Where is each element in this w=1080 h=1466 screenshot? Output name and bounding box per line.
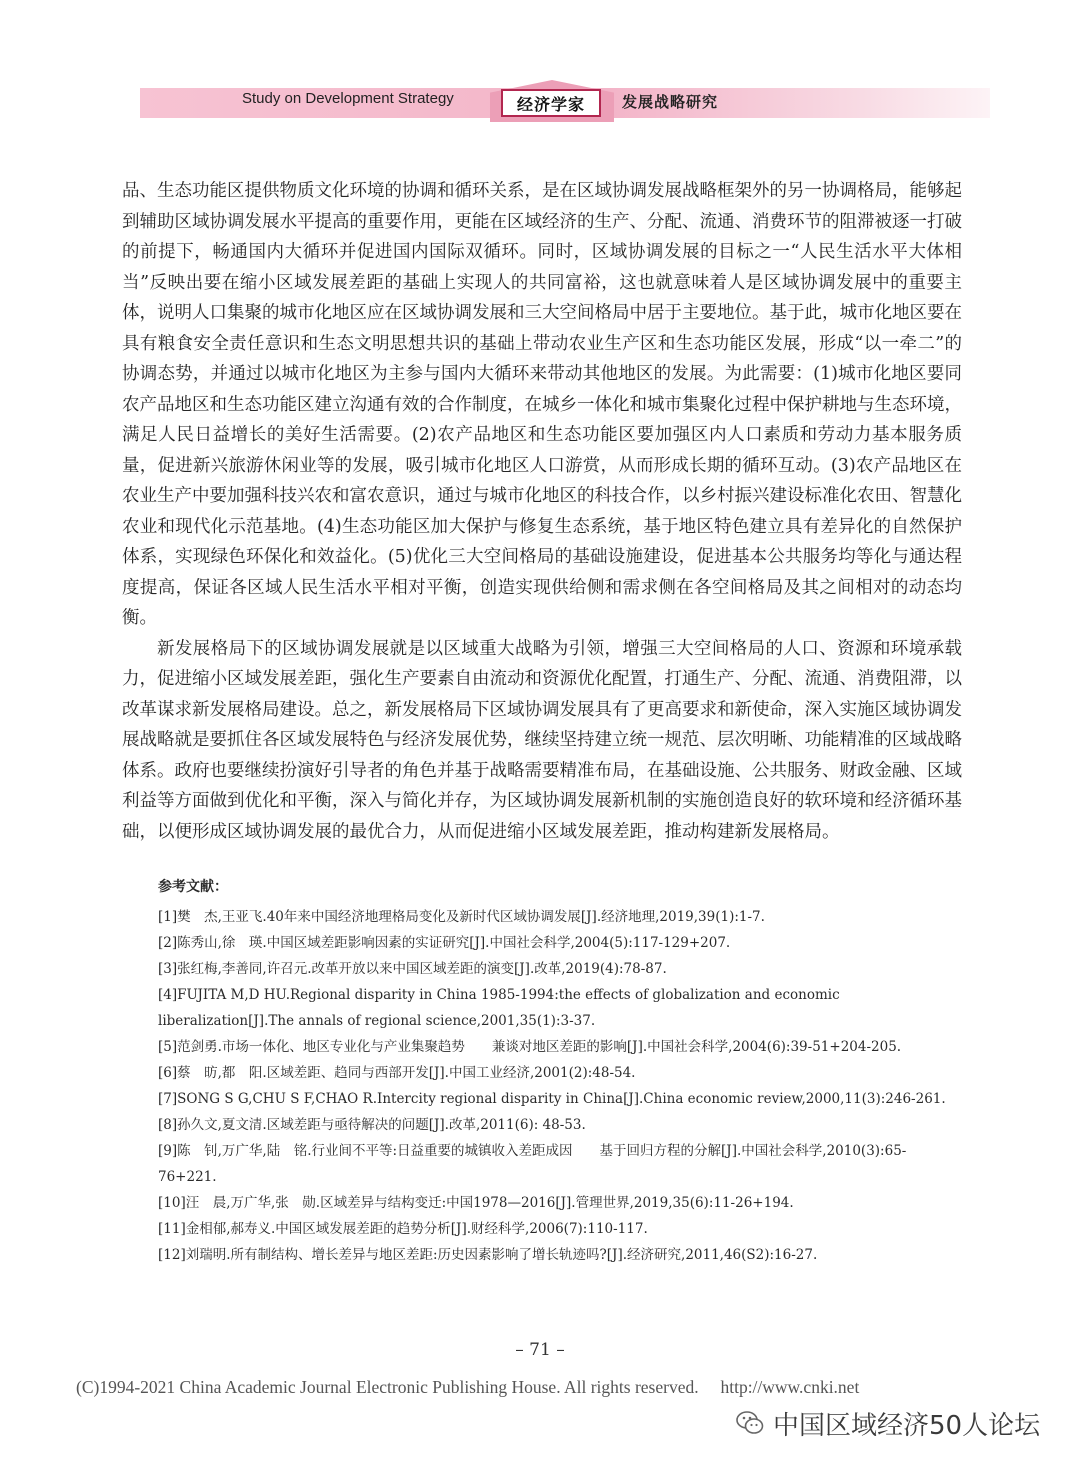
header-english-title: Study on Development Strategy (242, 90, 454, 107)
copyright-line: (C)1994-2021 China Academic Journal Electronic Publishing House. All rights reserved. http://www.cnki.net (76, 1377, 860, 1397)
references-title: 参考文献： (158, 879, 228, 895)
page-number: – 71 – (515, 1340, 565, 1360)
reference-item: [9]陈 钊,万广华,陆 铭.行业间不平等:日益重要的城镇收入差距成因 基于回归方程的分解[J].中国社会科学,2010(3):65-76+221. (158, 1143, 907, 1185)
reference-item: [3]张红梅,李善同,许召元.改革开放以来中国区域差距的演变[J].改革,2019(4):78-87. (158, 961, 667, 977)
wechat-watermark (735, 1403, 1040, 1443)
reference-item: [8]孙久文,夏文清.区域差距与亟待解决的问题[J].改革,2011(6): 48-53. (158, 1117, 586, 1133)
references-list (122, 904, 962, 1268)
header-section-title: 发展战略研究 (622, 93, 719, 111)
reference-item: [4]FUJITA M,D HU.Regional disparity in China 1985-1994:the effects of globalization and economic liberalization[J].The annals of regional science,2001,35(1):3-37. (158, 987, 840, 1029)
references-section (122, 874, 962, 1268)
body-paragraph-2: 新发展格局下的区域协调发展就是以区域重大战略为引领，增强三大空间格局的人口、资源和环境承载力，促进缩小区域发展差距，强化生产要素自由流动和资源优化配置，打通生产、分配、流通、消费阻滞，以改革谋求新发展格局建设。总之，新发展格局下区域协调发展具有了更高要求和新使命，深入实施区域协调发展战略就是要抓住各区域发展特色与经济发展优势，继续坚持建立统一规范、层次明晰、功能精准的区域战略体系。政府也要继续扮演好引导者的角色并基于战略需要精准布局，在基础设施、公共服务、财政金融、区域利益等方面做到优化和平衡，深入与简化并存，为区域协调发展新机制的实施创造良好的软环境和经济循环基础，以便形成区域协调发展的最优合力，从而促进缩小区域发展差距，推动构建新发展格局。 (122, 638, 962, 842)
journal-badge: 经济学家 (501, 89, 601, 117)
reference-item: [11]金相郁,郝寿义.中国区域发展差距的趋势分析[J].财经科学,2006(7):110-117. (158, 1221, 648, 1237)
wechat-icon (735, 1409, 765, 1437)
watermark-text: 中国区域经济50人论坛 (773, 1410, 1041, 1441)
article-body (122, 176, 962, 847)
reference-item: [1]樊 杰,王亚飞.40年来中国经济地理格局变化及新时代区域协调发展[J].经济地理,2019,39(1):1-7. (158, 909, 765, 925)
body-paragraph-1: 品、生态功能区提供物质文化环境的协调和循环关系，是在区域协调发展战略框架外的另一协调格局，能够起到辅助区域协调发展水平提高的重要作用，更能在区域经济的生产、分配、流通、消费环节的阻滞被逐一打破的前提下，畅通国内大循环并促进国内国际双循环。同时，区域协调发展的目标之一“人民生活水平大体相当”反映出要在缩小区域发展差距的基础上实现人的共同富裕，这也就意味着人是区域协调发展中的重要主体，说明人口集聚的城市化地区应在区域协调发展和三大空间格局中居于主要地位。基于此，城市化地区要在具有粮食安全责任意识和生态文明思想共识的基础上带动农业生产区和生态功能区发展，形成“以一牵二”的协调态势，并通过以城市化地区为主参与国内大循环来带动其他地区的发展。为此需要：(1)城市化地区要同农产品地区和生态功能区建立沟通有效的合作制度，在城乡一体化和城市集聚化过程中保护耕地与生态环境，满足人民日益增长的美好生活需要。(2)农产品地区和生态功能区要加强区内人口素质和劳动力基本服务质量，促进新兴旅游休闲业等的发展，吸引城市化地区人口游赏，从而形成长期的循环互动。(3)农产品地区在农业生产中要加强科技兴农和富农意识，通过与城市化地区的科技合作，以乡村振兴建设标准化农田、智慧化农业和现代化示范基地。(4)生态功能区加大保护与修复生态系统，基于地区特色建立具有差异化的自然保护体系，实现绿色环保化和效益化。(5)优化三大空间格局的基础设施建设，促进基本公共服务均等化与通达程度提高，保证各区域人民生活水平相对平衡，创造实现供给侧和需求侧在各空间格局及其之间相对的动态均衡。 (122, 181, 962, 628)
page-header (140, 80, 990, 122)
reference-item: [5]范剑勇.市场一体化、地区专业化与产业集聚趋势 兼谈对地区差距的影响[J].中国社会科学,2004(6):39-51+204-205. (158, 1039, 902, 1055)
reference-item: [7]SONG S G,CHU S F,CHAO R.Intercity regional disparity in China[J].China economic review,2000,11(3):246-261. (158, 1091, 946, 1107)
reference-item: [10]汪 晨,万广华,张 勋.区域差异与结构变迁:中国1978—2016[J].管理世界,2019,35(6):11-26+194. (158, 1195, 794, 1211)
reference-item: [12]刘瑞明.所有制结构、增长差异与地区差距:历史因素影响了增长轨迹吗?[J].经济研究,2011,46(S2):16-27. (158, 1247, 818, 1263)
reference-item: [2]陈秀山,徐 瑛.中国区域差距影响因素的实证研究[J].中国社会科学,2004(5):117-129+207. (158, 935, 731, 951)
reference-item: [6]蔡 昉,都 阳.区域差距、趋同与西部开发[J].中国工业经济,2001(2):48-54. (158, 1065, 636, 1081)
